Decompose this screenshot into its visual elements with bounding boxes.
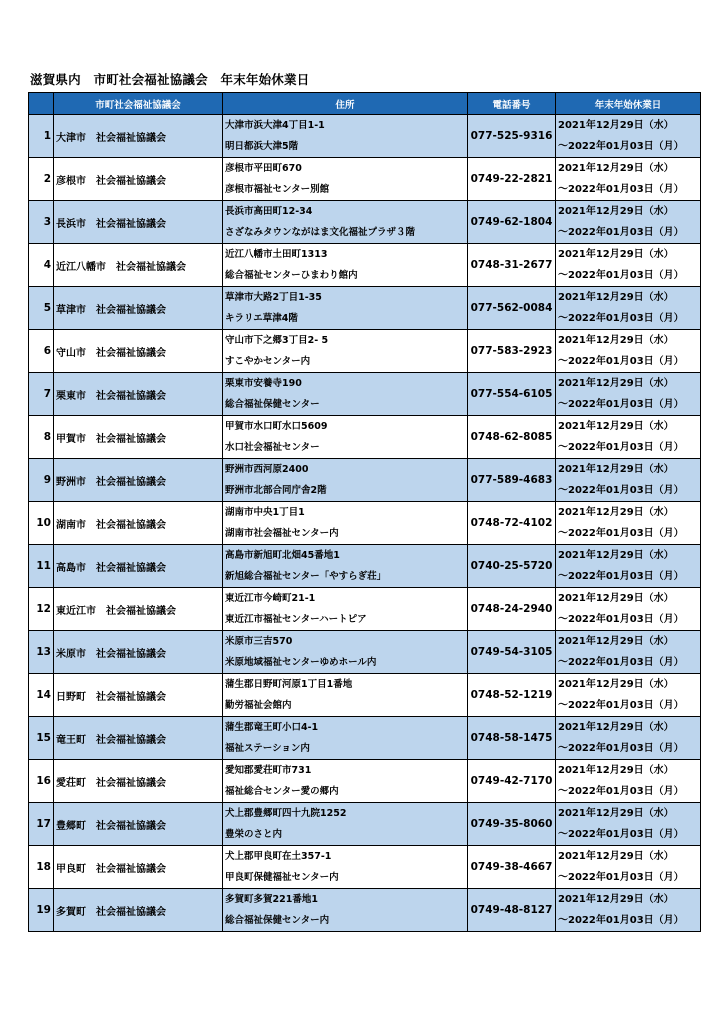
- header-organization: 市町社会福祉協議会: [54, 93, 223, 115]
- phone-number: 0749-42-7170: [468, 760, 556, 803]
- holiday-period: [556, 115, 701, 158]
- address-line-2: 福祉ステーション内: [225, 743, 310, 754]
- holiday-end: ～2022年01月03日（月）: [558, 915, 684, 926]
- holiday-period: [556, 717, 701, 760]
- address-cell: [223, 545, 468, 588]
- phone-number: 0748-62-8085: [468, 416, 556, 459]
- organization-name: 高島市 社会福祉協議会: [54, 545, 223, 588]
- organization-name: 甲良町 社会福祉協議会: [54, 846, 223, 889]
- table-header-row: [29, 93, 701, 115]
- address-line-1: 蒲生郡竜王町小口4-1: [225, 722, 319, 733]
- address-cell: [223, 674, 468, 717]
- row-number: 14: [29, 674, 54, 717]
- address-cell: [223, 631, 468, 674]
- address-line-1: 東近江市今崎町21-1: [225, 593, 316, 604]
- row-number: 4: [29, 244, 54, 287]
- address-line-2: 明日都浜大津5階: [225, 141, 299, 152]
- phone-number: 0749-62-1804: [468, 201, 556, 244]
- holiday-period: [556, 244, 701, 287]
- holiday-end: ～2022年01月03日（月）: [558, 485, 684, 496]
- address-cell: [223, 803, 468, 846]
- phone-number: 0749-48-8127: [468, 889, 556, 932]
- organization-name: 野洲市 社会福祉協議会: [54, 459, 223, 502]
- address-line-1: 愛知郡愛荘町市731: [225, 765, 312, 776]
- phone-number: 077-589-4683: [468, 459, 556, 502]
- row-number: 2: [29, 158, 54, 201]
- holiday-end: ～2022年01月03日（月）: [558, 872, 684, 883]
- organization-name: 湖南市 社会福祉協議会: [54, 502, 223, 545]
- address-line-2: 豊栄のさと内: [225, 829, 283, 840]
- holiday-period: [556, 588, 701, 631]
- table-body: [29, 115, 701, 932]
- row-number: 1: [29, 115, 54, 158]
- address-line-1: 湖南市中央1丁目1: [225, 507, 305, 518]
- address-line-2: さざなみタウンながはま文化福祉プラザ３階: [225, 227, 416, 238]
- phone-number: 077-525-9316: [468, 115, 556, 158]
- address-line-1: 米原市三吉570: [225, 636, 293, 647]
- address-cell: [223, 588, 468, 631]
- table-row: [29, 674, 701, 717]
- holiday-end: ～2022年01月03日（月）: [558, 700, 684, 711]
- table-row: [29, 803, 701, 846]
- address-line-1: 犬上郡甲良町在土357-1: [225, 851, 332, 862]
- holiday-period: [556, 373, 701, 416]
- table-row: [29, 846, 701, 889]
- phone-number: 0748-72-4102: [468, 502, 556, 545]
- holiday-start: 2021年12月29日（水）: [558, 808, 674, 819]
- address-line-1: 長浜市高田町12-34: [225, 206, 313, 217]
- holiday-period: [556, 889, 701, 932]
- phone-number: 0749-35-8060: [468, 803, 556, 846]
- phone-number: 0749-38-4667: [468, 846, 556, 889]
- row-number: 15: [29, 717, 54, 760]
- address-cell: [223, 158, 468, 201]
- address-line-1: 甲賀市水口町水口5609: [225, 421, 328, 432]
- row-number: 8: [29, 416, 54, 459]
- address-line-1: 犬上郡豊郷町四十九院1252: [225, 808, 347, 819]
- holiday-end: ～2022年01月03日（月）: [558, 743, 684, 754]
- address-cell: [223, 416, 468, 459]
- address-line-2: すこやかセンター内: [225, 356, 311, 367]
- header-holiday: 年末年始休業日: [556, 93, 701, 115]
- holiday-period: [556, 459, 701, 502]
- row-number: 18: [29, 846, 54, 889]
- address-line-1: 彦根市平田町670: [225, 163, 302, 174]
- header-number: [29, 93, 54, 115]
- address-cell: [223, 330, 468, 373]
- holiday-start: 2021年12月29日（水）: [558, 249, 674, 260]
- table-row: [29, 416, 701, 459]
- organization-name: 彦根市 社会福祉協議会: [54, 158, 223, 201]
- holiday-period: [556, 201, 701, 244]
- phone-number: 0748-31-2677: [468, 244, 556, 287]
- table-row: [29, 502, 701, 545]
- address-line-1: 栗東市安養寺190: [225, 378, 302, 389]
- row-number: 3: [29, 201, 54, 244]
- holiday-end: ～2022年01月03日（月）: [558, 442, 684, 453]
- table-row: [29, 330, 701, 373]
- holiday-end: ～2022年01月03日（月）: [558, 829, 684, 840]
- phone-number: 0748-58-1475: [468, 717, 556, 760]
- table-row: [29, 588, 701, 631]
- address-cell: [223, 459, 468, 502]
- table-row: [29, 760, 701, 803]
- holiday-start: 2021年12月29日（水）: [558, 120, 674, 131]
- address-line-2: キラリエ草津4階: [225, 313, 298, 324]
- holiday-start: 2021年12月29日（水）: [558, 636, 674, 647]
- row-number: 13: [29, 631, 54, 674]
- phone-number: 0749-54-3105: [468, 631, 556, 674]
- address-line-2: 野洲市北部合同庁舎2階: [225, 485, 327, 496]
- address-cell: [223, 244, 468, 287]
- row-number: 5: [29, 287, 54, 330]
- table-row: [29, 115, 701, 158]
- table-row: [29, 201, 701, 244]
- address-line-1: 近江八幡市土田町1313: [225, 249, 328, 260]
- phone-number: 0740-25-5720: [468, 545, 556, 588]
- holiday-end: ～2022年01月03日（月）: [558, 184, 684, 195]
- organization-name: 大津市 社会福祉協議会: [54, 115, 223, 158]
- organization-name: 竜王町 社会福祉協議会: [54, 717, 223, 760]
- phone-number: 0749-22-2821: [468, 158, 556, 201]
- table-row: [29, 631, 701, 674]
- header-phone: 電話番号: [468, 93, 556, 115]
- holiday-start: 2021年12月29日（水）: [558, 206, 674, 217]
- holiday-period: [556, 502, 701, 545]
- table-row: [29, 287, 701, 330]
- address-line-2: 総合福祉保健センター: [225, 399, 320, 410]
- holiday-start: 2021年12月29日（水）: [558, 550, 674, 561]
- table-row: [29, 889, 701, 932]
- row-number: 11: [29, 545, 54, 588]
- organization-name: 甲賀市 社会福祉協議会: [54, 416, 223, 459]
- holiday-start: 2021年12月29日（水）: [558, 722, 674, 733]
- address-line-2: 総合福祉センターひまわり館内: [225, 270, 358, 281]
- organization-name: 日野町 社会福祉協議会: [54, 674, 223, 717]
- holiday-start: 2021年12月29日（水）: [558, 421, 674, 432]
- row-number: 16: [29, 760, 54, 803]
- phone-number: 077-583-2923: [468, 330, 556, 373]
- address-line-1: 守山市下之郷3丁目2- 5: [225, 335, 329, 346]
- holiday-start: 2021年12月29日（水）: [558, 378, 674, 389]
- row-number: 10: [29, 502, 54, 545]
- address-line-2: 福祉総合センター愛の郷内: [225, 786, 339, 797]
- holiday-period: [556, 416, 701, 459]
- holiday-end: ～2022年01月03日（月）: [558, 356, 684, 367]
- address-line-1: 蒲生郡日野町河原1丁目1番地: [225, 679, 353, 690]
- address-cell: [223, 287, 468, 330]
- organization-name: 守山市 社会福祉協議会: [54, 330, 223, 373]
- phone-number: 0748-52-1219: [468, 674, 556, 717]
- holiday-period: [556, 631, 701, 674]
- address-line-2: 米原地域福祉センターゆめホール内: [225, 657, 377, 668]
- address-line-2: 甲良町保健福祉センター内: [225, 872, 339, 883]
- table-row: [29, 545, 701, 588]
- table-row: [29, 373, 701, 416]
- address-line-2: 湖南市社会福祉センター内: [225, 528, 339, 539]
- phone-number: 0748-24-2940: [468, 588, 556, 631]
- address-cell: [223, 201, 468, 244]
- organization-name: 米原市 社会福祉協議会: [54, 631, 223, 674]
- address-cell: [223, 889, 468, 932]
- holiday-table: [28, 92, 701, 932]
- holiday-period: [556, 287, 701, 330]
- holiday-period: [556, 330, 701, 373]
- holiday-period: [556, 846, 701, 889]
- table-row: [29, 158, 701, 201]
- address-line-2: 彦根市福祉センター別館: [225, 184, 330, 195]
- row-number: 12: [29, 588, 54, 631]
- organization-name: 東近江市 社会福祉協議会: [54, 588, 223, 631]
- address-cell: [223, 760, 468, 803]
- phone-number: 077-554-6105: [468, 373, 556, 416]
- organization-name: 近江八幡市 社会福祉協議会: [54, 244, 223, 287]
- address-cell: [223, 502, 468, 545]
- organization-name: 長浜市 社会福祉協議会: [54, 201, 223, 244]
- table-row: [29, 717, 701, 760]
- organization-name: 豊郷町 社会福祉協議会: [54, 803, 223, 846]
- holiday-start: 2021年12月29日（水）: [558, 292, 674, 303]
- address-line-2: 新旭総合福祉センター「やすらぎ荘」: [225, 571, 387, 582]
- holiday-end: ～2022年01月03日（月）: [558, 399, 684, 410]
- holiday-start: 2021年12月29日（水）: [558, 851, 674, 862]
- holiday-end: ～2022年01月03日（月）: [558, 270, 684, 281]
- row-number: 7: [29, 373, 54, 416]
- holiday-period: [556, 158, 701, 201]
- holiday-end: ～2022年01月03日（月）: [558, 313, 684, 324]
- address-line-2: 東近江市福祉センターハートピア: [225, 614, 367, 625]
- holiday-start: 2021年12月29日（水）: [558, 464, 674, 475]
- holiday-start: 2021年12月29日（水）: [558, 507, 674, 518]
- holiday-end: ～2022年01月03日（月）: [558, 528, 684, 539]
- table-row: [29, 244, 701, 287]
- organization-name: 栗東市 社会福祉協議会: [54, 373, 223, 416]
- holiday-end: ～2022年01月03日（月）: [558, 227, 684, 238]
- header-address: 住所: [223, 93, 468, 115]
- holiday-start: 2021年12月29日（水）: [558, 679, 674, 690]
- row-number: 19: [29, 889, 54, 932]
- holiday-start: 2021年12月29日（水）: [558, 335, 674, 346]
- table-row: [29, 459, 701, 502]
- holiday-start: 2021年12月29日（水）: [558, 894, 674, 905]
- holiday-period: [556, 760, 701, 803]
- holiday-end: ～2022年01月03日（月）: [558, 786, 684, 797]
- phone-number: 077-562-0084: [468, 287, 556, 330]
- address-line-1: 草津市大路2丁目1-35: [225, 292, 322, 303]
- address-line-2: 水口社会福祉センター: [225, 442, 320, 453]
- address-line-1: 高島市新旭町北畑45番地1: [225, 550, 340, 561]
- holiday-period: [556, 803, 701, 846]
- address-line-1: 大津市浜大津4丁目1-1: [225, 120, 325, 131]
- address-cell: [223, 846, 468, 889]
- address-cell: [223, 115, 468, 158]
- address-cell: [223, 717, 468, 760]
- organization-name: 愛荘町 社会福祉協議会: [54, 760, 223, 803]
- page-title: 滋賀県内 市町社会福祉協議会 年末年始休業日: [30, 72, 310, 87]
- address-line-1: 多賀町多賀221番地1: [225, 894, 318, 905]
- address-line-2: 総合福祉保健センター内: [225, 915, 330, 926]
- holiday-end: ～2022年01月03日（月）: [558, 614, 684, 625]
- address-line-1: 野洲市西河原2400: [225, 464, 309, 475]
- row-number: 9: [29, 459, 54, 502]
- holiday-start: 2021年12月29日（水）: [558, 593, 674, 604]
- row-number: 17: [29, 803, 54, 846]
- holiday-start: 2021年12月29日（水）: [558, 163, 674, 174]
- holiday-end: ～2022年01月03日（月）: [558, 141, 684, 152]
- organization-name: 草津市 社会福祉協議会: [54, 287, 223, 330]
- address-line-2: 勤労福祉会館内: [225, 700, 292, 711]
- holiday-start: 2021年12月29日（水）: [558, 765, 674, 776]
- address-cell: [223, 373, 468, 416]
- organization-name: 多賀町 社会福祉協議会: [54, 889, 223, 932]
- holiday-period: [556, 674, 701, 717]
- holiday-end: ～2022年01月03日（月）: [558, 571, 684, 582]
- row-number: 6: [29, 330, 54, 373]
- holiday-end: ～2022年01月03日（月）: [558, 657, 684, 668]
- holiday-period: [556, 545, 701, 588]
